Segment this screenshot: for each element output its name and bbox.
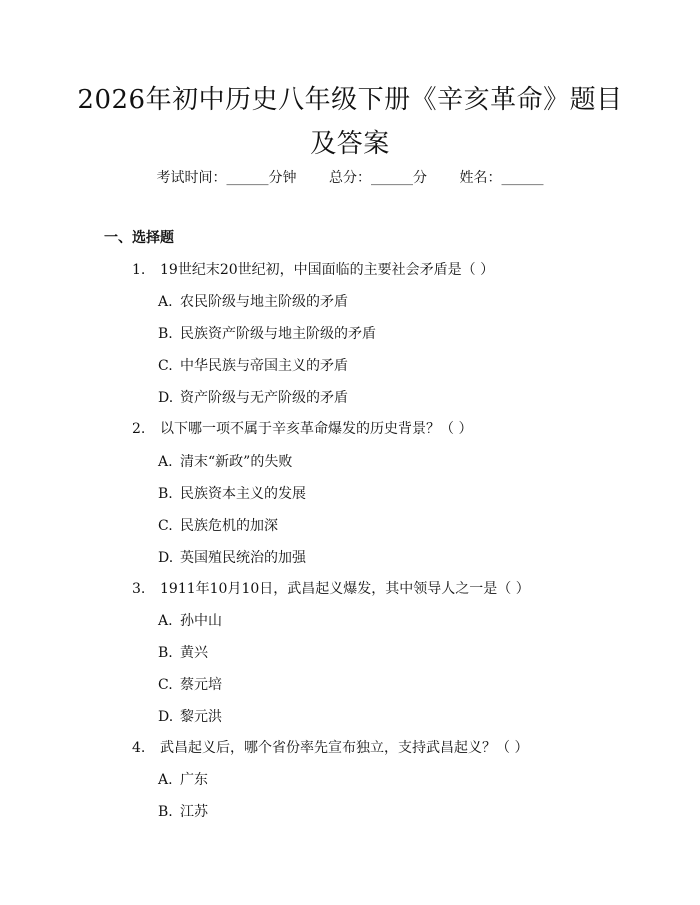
option-text: 民族资产阶级与地主阶级的矛盾 xyxy=(180,326,376,342)
question-number: 4. xyxy=(132,740,146,756)
question-number: 3. xyxy=(132,581,146,597)
option-text: 英国殖民统治的加强 xyxy=(180,550,306,566)
option-text: 江苏 xyxy=(180,804,208,820)
option-text: 清末“新政”的失败 xyxy=(180,454,293,470)
option-d xyxy=(158,548,306,568)
option-a xyxy=(158,770,208,790)
question-text: 1911年10月10日，武昌起义爆发，其中领导人之一是（ ） xyxy=(160,581,530,597)
option-a xyxy=(158,611,222,631)
option-letter: B. xyxy=(158,804,173,820)
option-letter: A. xyxy=(158,772,173,788)
option-text: 民族资本主义的发展 xyxy=(180,486,306,502)
option-text: 孙中山 xyxy=(180,613,222,629)
option-letter: B. xyxy=(158,645,173,661)
option-letter: B. xyxy=(158,326,173,342)
option-d xyxy=(158,388,348,408)
option-letter: B. xyxy=(158,486,173,502)
option-b xyxy=(158,802,208,822)
option-letter: D. xyxy=(158,709,174,725)
question-text: 19世纪末20世纪初，中国面临的主要社会矛盾是（ ） xyxy=(160,262,495,278)
option-text: 资产阶级与无产阶级的矛盾 xyxy=(180,390,348,406)
question-stem xyxy=(132,579,530,599)
option-text: 农民阶级与地主阶级的矛盾 xyxy=(180,294,348,310)
option-text: 黎元洪 xyxy=(180,709,222,725)
option-b xyxy=(158,324,376,344)
option-letter: A. xyxy=(158,294,173,310)
option-c xyxy=(158,516,278,536)
option-letter: D. xyxy=(158,550,174,566)
question-stem xyxy=(132,419,472,439)
option-text: 民族危机的加深 xyxy=(180,518,278,534)
option-text: 黄兴 xyxy=(180,645,208,661)
question-stem xyxy=(132,260,494,280)
option-c xyxy=(158,675,222,695)
option-c xyxy=(158,356,348,376)
option-a xyxy=(158,452,292,472)
option-d xyxy=(158,707,222,727)
document-title: 2026年初中历史八年级下册《辛亥革命》题目及答案 xyxy=(77,85,623,159)
option-a xyxy=(158,292,348,312)
option-letter: A. xyxy=(158,454,173,470)
exam-info-line xyxy=(0,168,700,188)
question-stem xyxy=(132,738,528,758)
exam-time-field: 考试时间：______分钟 xyxy=(156,170,297,186)
question-text: 以下哪一项不属于辛亥革命爆发的历史背景？（ ） xyxy=(160,421,473,437)
question-number: 2. xyxy=(132,421,146,437)
option-letter: C. xyxy=(158,358,173,374)
section-heading: 一、选择题 xyxy=(104,230,174,246)
total-score-field: 总分：______分 xyxy=(329,170,427,186)
option-letter: C. xyxy=(158,518,173,534)
option-text: 蔡元培 xyxy=(180,677,222,693)
option-letter: C. xyxy=(158,677,173,693)
option-letter: A. xyxy=(158,613,173,629)
option-b xyxy=(158,484,306,504)
student-name-field: 姓名：______ xyxy=(459,170,544,186)
option-text: 中华民族与帝国主义的矛盾 xyxy=(180,358,348,374)
question-text: 武昌起义后，哪个省份率先宣布独立，支持武昌起义？（ ） xyxy=(160,740,529,756)
question-number: 1. xyxy=(132,262,146,278)
option-letter: D. xyxy=(158,390,174,406)
option-b xyxy=(158,643,208,663)
option-text: 广东 xyxy=(180,772,208,788)
